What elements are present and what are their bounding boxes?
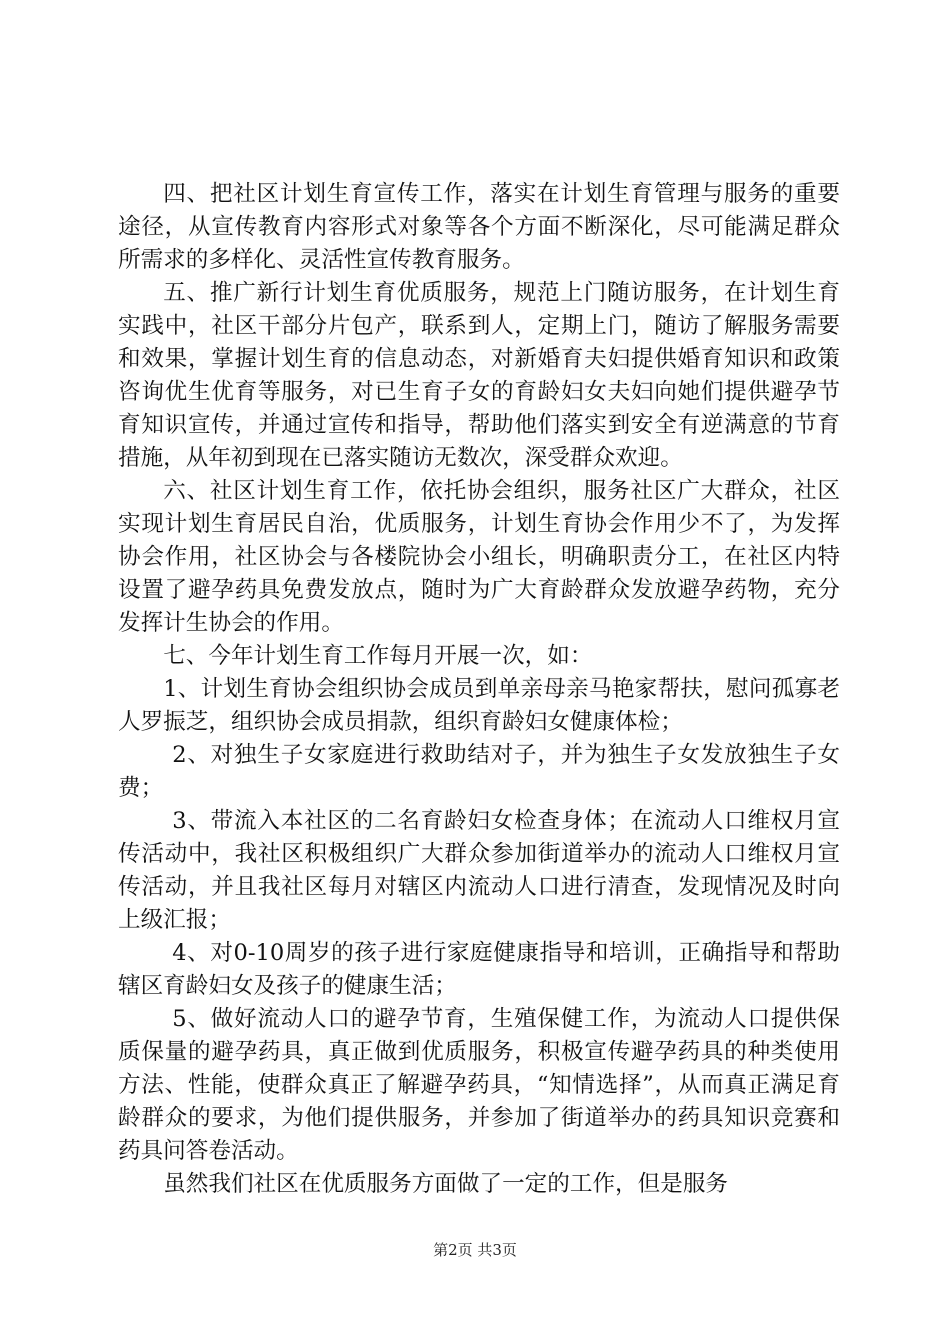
page-number: 第2页 共3页 — [433, 1241, 517, 1259]
paragraph-5: 五、推广新行计划生育优质服务，规范上门随访服务，在计划生育实践中，社区干部分片包产，联系到人，定期上门，随访了解服务需要和效果，掌握计划生育的信息动态，对新婚育夫妇提供婚育知识和政策咨询优生优育等服务，对已生育子女的育龄妇女夫妇向她们提供避孕节育知识宣传，并通过宣传和指导，帮助他们落实到安全有逆满意的节育措施，从年初到现在已落实随访无数次，深受群众欢迎。 — [118, 280, 840, 471]
paragraph-4: 四、把社区计划生育宣传工作，落实在计划生育管理与服务的重要途径，从宣传教育内容形式对象等各个方面不断深化，尽可能满足群众所需求的多样化、灵活性宣传教育服务。 — [118, 181, 840, 273]
paragraph-7: 七、今年计划生育工作每月开展一次，如： — [163, 643, 593, 669]
paragraph-6: 六、社区计划生育工作，依托协会组织，服务社区广大群众，社区实现计划生育居民自治，优质服务，计划生育协会作用少不了，为发挥协会作用，社区协会与各楼院协会小组长，明确职责分工，在社区内特设置了避孕药具免费发放点，随时为广大育龄群众发放避孕药物，充分发挥计生协会的作用。 — [118, 478, 840, 636]
list-item-4: 4、对0-10周岁的孩子进行家庭健康指导和培训，正确指导和帮助辖区育龄妇女及孩子的健康生活； — [118, 940, 840, 999]
closing-paragraph: 虽然我们社区在优质服务方面做了一定的工作，但是服务 — [163, 1171, 729, 1197]
list-item-2: 2、对独生子女家庭进行救助结对子，并为独生子女发放独生子女费； — [118, 742, 840, 801]
list-item-3: 3、带流入本社区的二名育龄妇女检查身体；在流动人口维权月宣传活动中，我社区积极组织广大群众参加街道举办的流动人口维权月宣传活动，并且我社区每月对辖区内流动人口进行清查，发现情况及时向上级汇报； — [118, 808, 840, 933]
document-body — [118, 178, 840, 1201]
list-item-5: 5、做好流动人口的避孕节育，生殖保健工作，为流动人口提供保质保量的避孕药具，真正做到优质服务，积极宣传避孕药具的种类使用方法、性能，使群众真正了解避孕药具，“知情选择”，从而真正满足育龄群众的要求，为他们提供服务，并参加了街道举办的药具知识竞赛和药具问答卷活动。 — [118, 1006, 840, 1164]
list-item-1: 1、计划生育协会组织协会成员到单亲母亲马艳家帮扶，慰问孤寡老人罗振芝，组织协会成员捐款，组织育龄妇女健康体检； — [118, 676, 840, 735]
